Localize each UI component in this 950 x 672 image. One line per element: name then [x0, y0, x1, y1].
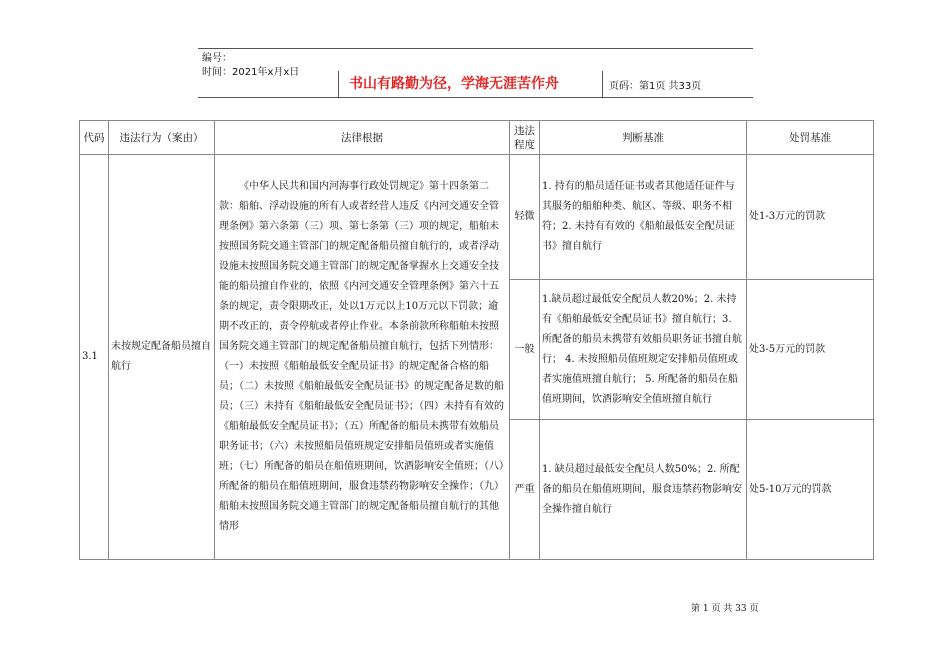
- criteria-cell: 1. 持有的船员适任证书或者其他适任证件与其服务的船舶种类、航区、等级、职务不相符；2. 未持有有效的《船舶最低安全配员证书》擅自航行: [540, 155, 747, 280]
- criteria-cell: 1.缺员超过最低安全配员人数20%；2. 未持有《船舶最低安全配员证书》擅自航行；3. 所配备的船员未携带有效船员职务证书擅自航行； 4. 未按照船员值班规定安排船员值班或者实施值班擅自航行； 5. 所配备的船员在船值班期间，饮酒影响安全值班擅自航行: [540, 280, 747, 420]
- penalty-cell: 处3-5万元的罚款: [747, 280, 874, 420]
- penalty-table: [79, 120, 874, 560]
- legal-basis-cell: 《中华人民共和国内河海事行政处罚规定》第十四条第二款：船舶、浮动设施的所有人或者经营人违反《内河交通安全管理条例》第六条第（三）项、第七条第（三）项的规定，船舶未按照国务院交通主管部门的规定配备船员擅自航行的，或者浮动设施未按照国务院交通主管部门的规定配备掌握水上交通安全技能的船员擅自作业的，依照《内河交通安全管理条例》第六十五条的规定，责令限期改正，处以1万元以上10万元以下罚款；逾期不改正的，责令停航或者停止作业。本条前款所称船舶未按照国务院交通主管部门的规定配备船员擅自航行，包括下列情形：（一）未按照《船舶最低安全配员证书》的规定配备合格的船员；（二）未按照《船舶最低安全配员证书》的规定配备足数的船员；（三）未持有《船舶最低安全配员证书》；（四）未持有有效的《船舶最低安全配员证书》；（五）所配备的船员未携带有效船员职务证书；（六）未按照船员值班规定安排船员值班或者实施值班；（七）所配备的船员在船值班期间，饮酒影响安全值班；（八）所配备的船员在船值班期间，服食违禁药物影响安全操作；（九）船舶未按照国务院交通主管部门的规定配备船员擅自航行的其他情形: [215, 155, 510, 560]
- header-meta: [202, 52, 299, 80]
- document-date: 时间：2021年x月x日: [202, 67, 300, 78]
- degree-cell: 轻微: [510, 155, 540, 280]
- penalty-cell: 处1-3万元的罚款: [747, 155, 874, 280]
- code-cell: 3.1: [80, 155, 109, 560]
- column-header-legal-basis: 法律根据: [215, 121, 510, 155]
- column-header-degree: 违法程度: [510, 121, 540, 155]
- header-divider: [602, 71, 603, 97]
- table-header-row: [80, 121, 874, 155]
- column-header-violation: 违法行为（案由）: [109, 121, 215, 155]
- page-footer: 第 1 页 共 33 页: [691, 604, 759, 614]
- column-header-criteria: 判断基准: [540, 121, 747, 155]
- criteria-cell: 1. 缺员超过最低安全配员人数50%；2. 所配备的船员在船值班期间，服食违禁药物影响安全操作擅自航行: [540, 420, 747, 560]
- document-number-label: 编号：: [202, 53, 232, 64]
- header-page-number: 页码：第1页 共33页: [609, 81, 702, 92]
- header-divider: [338, 71, 339, 97]
- penalty-cell: 处5-10万元的罚款: [747, 420, 874, 560]
- table-row: [80, 155, 874, 280]
- column-header-code: 代码: [80, 121, 109, 155]
- page-header: [198, 48, 753, 98]
- degree-cell: 严重: [510, 420, 540, 560]
- degree-cell: 一般: [510, 280, 540, 420]
- violation-cell: 未按规定配备船员擅自航行: [109, 155, 215, 560]
- header-slogan: 书山有路勤为径，学海无涯苦作舟: [349, 76, 559, 92]
- column-header-penalty: 处罚基准: [747, 121, 874, 155]
